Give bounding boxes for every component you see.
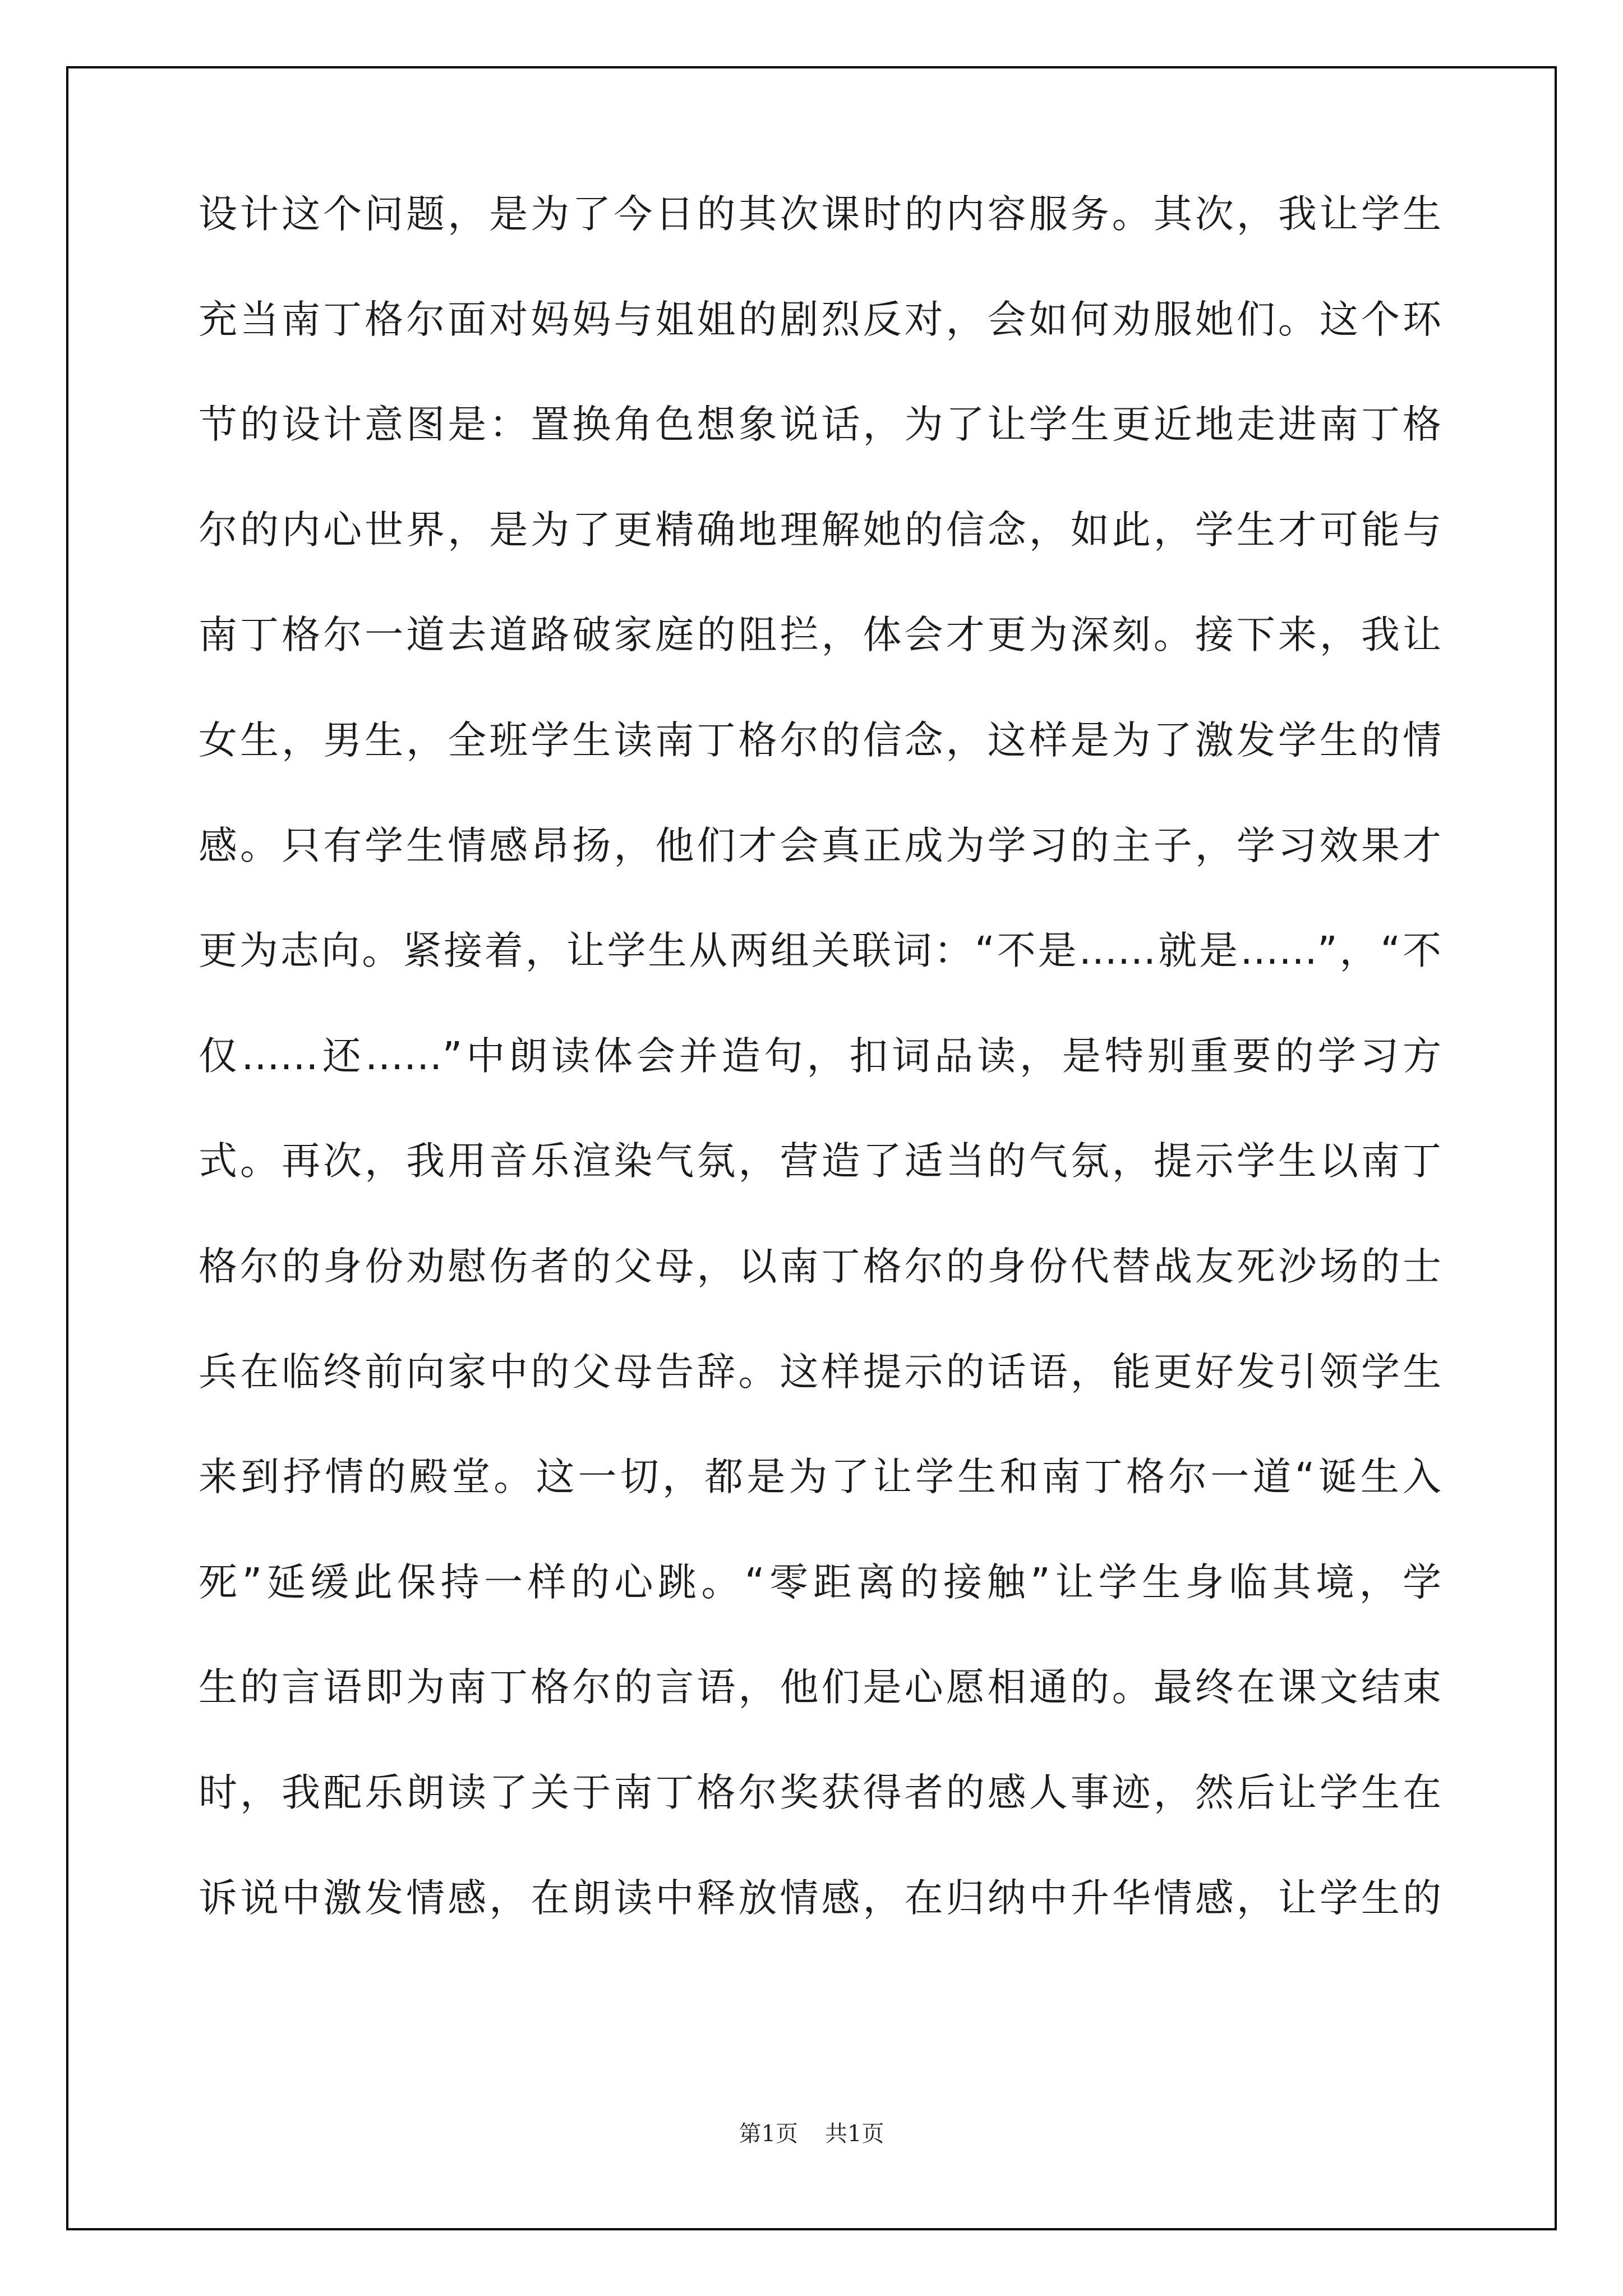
- paragraph-line: 时，我配乐朗读了关于南丁格尔奖获得者的感人事迹，然后让学生在: [199, 1770, 1441, 1815]
- paragraph-line: 仅……还……”中朗读体会并造句，扣词品读，是特别重要的学习方: [199, 1033, 1441, 1079]
- paragraph-line: 更为志向。紧接着，让学生从两组关联词：“不是……就是……”，“不: [199, 928, 1441, 974]
- paragraph-line: 死”延缓此保持一样的心跳。“零距离的接触”让学生身临其境，学: [199, 1559, 1441, 1605]
- paragraph-line: 尔的内心世界，是为了更精确地理解她的信念，如此，学生才可能与: [199, 507, 1441, 553]
- paragraph-line: 女生，男生，全班学生读南丁格尔的信念，这样是为了激发学生的情: [199, 717, 1441, 763]
- paragraph-line: 南丁格尔一道去道路破家庭的阻拦，体会才更为深刻。接下来，我让: [199, 613, 1441, 658]
- paragraph-line: 充当南丁格尔面对妈妈与姐姐的剧烈反对，会如何劝服她们。这个环: [199, 297, 1441, 342]
- page-total: 共1页: [825, 2121, 884, 2147]
- paragraph-line: 诉说中激发情感，在朗读中释放情感，在归纳中升华情感，让学生的: [199, 1875, 1441, 1921]
- paragraph-line: 兵在临终前向家中的父母告辞。这样提示的话语，能更好发引领学生: [199, 1349, 1441, 1395]
- document-body: [199, 194, 1441, 1983]
- paragraph-line: 式。再次，我用音乐渲染气氛，营造了适当的气氛，提示学生以南丁: [199, 1139, 1441, 1184]
- paragraph-line: 节的设计意图是：置换角色想象说话，为了让学生更近地走进南丁格: [199, 402, 1441, 448]
- paragraph-line: 生的言语即为南丁格尔的言语，他们是心愿相通的。最终在课文结束: [199, 1665, 1441, 1710]
- paragraph-line: 感。只有学生情感昂扬，他们才会真正成为学习的主子，学习效果才: [199, 823, 1441, 868]
- paragraph-line: 设计这个问题，是为了今日的其次课时的内容服务。其次，我让学生: [199, 192, 1441, 237]
- page-footer: [0, 2120, 1623, 2147]
- paragraph-line: 来到抒情的殿堂。这一切，都是为了让学生和南丁格尔一道“诞生入: [199, 1455, 1441, 1500]
- paragraph-line: 格尔的身份劝慰伤者的父母，以南丁格尔的身份代替战友死沙场的士: [199, 1244, 1441, 1289]
- page-number: 第1页: [739, 2121, 798, 2147]
